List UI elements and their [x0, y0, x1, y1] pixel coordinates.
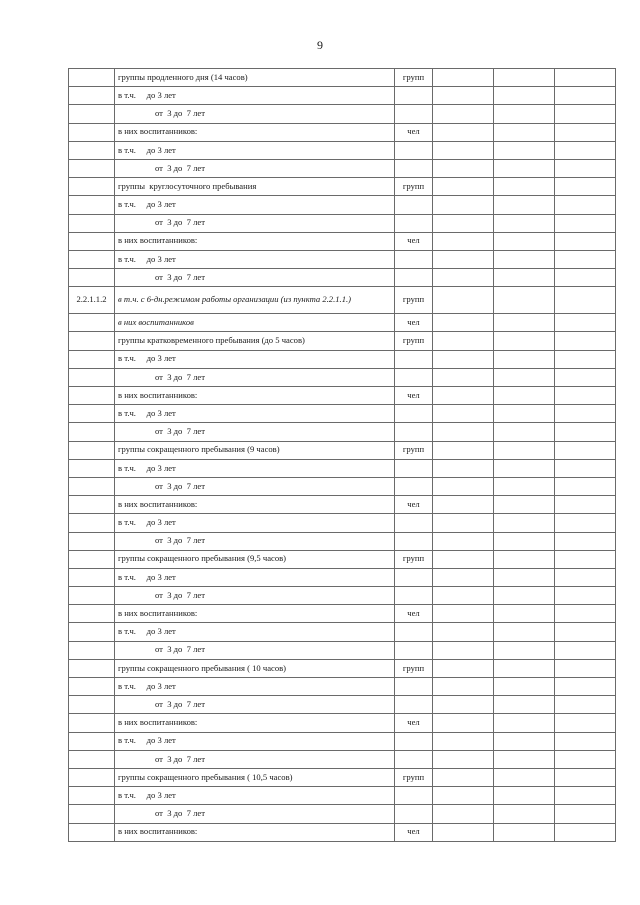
description-cell: в т.ч. до 3 лет	[115, 732, 395, 750]
unit-cell: групп	[395, 659, 433, 677]
value-cell	[494, 459, 555, 477]
unit-cell	[395, 587, 433, 605]
value-cell	[494, 659, 555, 677]
value-cell	[433, 605, 494, 623]
unit-cell	[395, 105, 433, 123]
table-row	[69, 441, 616, 459]
unit-cell	[395, 805, 433, 823]
table-row	[69, 69, 616, 87]
value-cell	[555, 159, 616, 177]
value-cell	[433, 459, 494, 477]
value-cell	[433, 69, 494, 87]
value-cell	[555, 678, 616, 696]
value-cell	[433, 641, 494, 659]
table-row	[69, 714, 616, 732]
description-cell: от 3 до 7 лет	[115, 159, 395, 177]
value-cell	[555, 768, 616, 786]
unit-cell: групп	[395, 768, 433, 786]
value-cell	[555, 269, 616, 287]
value-cell	[494, 823, 555, 841]
value-cell	[555, 214, 616, 232]
value-cell	[555, 641, 616, 659]
value-cell	[555, 696, 616, 714]
row-number-cell	[69, 441, 115, 459]
row-number-cell	[69, 250, 115, 268]
description-cell: в них воспитанников:	[115, 823, 395, 841]
value-cell	[555, 532, 616, 550]
value-cell	[433, 714, 494, 732]
value-cell	[433, 332, 494, 350]
value-cell	[494, 714, 555, 732]
value-cell	[433, 196, 494, 214]
table-row	[69, 87, 616, 105]
value-cell	[555, 659, 616, 677]
value-cell	[555, 550, 616, 568]
value-cell	[494, 387, 555, 405]
row-number-cell	[69, 178, 115, 196]
value-cell	[433, 568, 494, 586]
value-cell	[555, 250, 616, 268]
unit-cell	[395, 405, 433, 423]
table-row	[69, 214, 616, 232]
value-cell	[494, 196, 555, 214]
table-row	[69, 232, 616, 250]
value-cell	[494, 405, 555, 423]
value-cell	[433, 441, 494, 459]
description-cell: группы сокращенного пребывания ( 10 часов)	[115, 659, 395, 677]
description-cell: в них воспитанников:	[115, 496, 395, 514]
value-cell	[433, 287, 494, 314]
value-cell	[433, 214, 494, 232]
table-row	[69, 459, 616, 477]
value-cell	[433, 87, 494, 105]
row-number-cell	[69, 368, 115, 386]
value-cell	[433, 405, 494, 423]
value-cell	[433, 350, 494, 368]
value-cell	[555, 405, 616, 423]
description-cell: в т.ч. до 3 лет	[115, 787, 395, 805]
row-number-cell	[69, 605, 115, 623]
description-cell: в т.ч. до 3 лет	[115, 250, 395, 268]
value-cell	[494, 641, 555, 659]
row-number-cell	[69, 568, 115, 586]
value-cell	[494, 350, 555, 368]
value-cell	[555, 178, 616, 196]
value-cell	[494, 514, 555, 532]
description-cell: в них воспитанников:	[115, 123, 395, 141]
table-row	[69, 250, 616, 268]
unit-cell	[395, 477, 433, 495]
unit-cell	[395, 423, 433, 441]
value-cell	[494, 605, 555, 623]
value-cell	[494, 314, 555, 332]
description-cell: в т.ч. до 3 лет	[115, 678, 395, 696]
description-cell: от 3 до 7 лет	[115, 641, 395, 659]
table-row	[69, 387, 616, 405]
value-cell	[433, 232, 494, 250]
table-row	[69, 332, 616, 350]
description-cell: в них воспитанников:	[115, 605, 395, 623]
value-cell	[433, 768, 494, 786]
unit-cell	[395, 269, 433, 287]
table-row	[69, 368, 616, 386]
value-cell	[555, 423, 616, 441]
table-row	[69, 423, 616, 441]
unit-cell: групп	[395, 441, 433, 459]
description-cell: группы сокращенного пребывания (9,5 часов)	[115, 550, 395, 568]
table-row	[69, 823, 616, 841]
value-cell	[494, 423, 555, 441]
description-cell: от 3 до 7 лет	[115, 750, 395, 768]
table-row	[69, 269, 616, 287]
value-cell	[494, 87, 555, 105]
unit-cell: чел	[395, 232, 433, 250]
value-cell	[494, 550, 555, 568]
value-cell	[433, 250, 494, 268]
unit-cell: групп	[395, 69, 433, 87]
value-cell	[494, 496, 555, 514]
row-number-cell	[69, 232, 115, 250]
unit-cell	[395, 532, 433, 550]
table-row	[69, 514, 616, 532]
page-number: 9	[317, 38, 323, 52]
unit-cell	[395, 732, 433, 750]
row-number-cell	[69, 641, 115, 659]
value-cell	[433, 159, 494, 177]
row-number-cell	[69, 768, 115, 786]
description-cell: в т.ч. до 3 лет	[115, 350, 395, 368]
row-number-cell	[69, 532, 115, 550]
value-cell	[494, 732, 555, 750]
description-cell: группы сокращенного пребывания ( 10,5 часов)	[115, 768, 395, 786]
unit-cell: групп	[395, 178, 433, 196]
value-cell	[433, 732, 494, 750]
row-number-cell	[69, 659, 115, 677]
unit-cell	[395, 196, 433, 214]
value-cell	[433, 105, 494, 123]
value-cell	[494, 214, 555, 232]
table-row	[69, 196, 616, 214]
value-cell	[494, 368, 555, 386]
description-cell: в т.ч. до 3 лет	[115, 141, 395, 159]
value-cell	[555, 350, 616, 368]
table-row	[69, 350, 616, 368]
value-cell	[433, 750, 494, 768]
value-cell	[494, 123, 555, 141]
value-cell	[555, 605, 616, 623]
description-cell: в т.ч. до 3 лет	[115, 459, 395, 477]
table-row	[69, 805, 616, 823]
row-number-cell	[69, 623, 115, 641]
table-row	[69, 659, 616, 677]
row-number-cell	[69, 105, 115, 123]
unit-cell	[395, 368, 433, 386]
row-number-cell	[69, 123, 115, 141]
value-cell	[494, 332, 555, 350]
table-body	[69, 69, 616, 842]
row-number-cell	[69, 550, 115, 568]
row-number-cell	[69, 514, 115, 532]
value-cell	[433, 477, 494, 495]
value-cell	[555, 69, 616, 87]
value-cell	[494, 805, 555, 823]
value-cell	[433, 678, 494, 696]
description-cell: в т.ч. до 3 лет	[115, 568, 395, 586]
value-cell	[494, 269, 555, 287]
table-row	[69, 623, 616, 641]
table-row	[69, 605, 616, 623]
description-cell: от 3 до 7 лет	[115, 269, 395, 287]
value-cell	[433, 532, 494, 550]
value-cell	[555, 459, 616, 477]
value-cell	[555, 232, 616, 250]
unit-cell	[395, 459, 433, 477]
value-cell	[555, 805, 616, 823]
value-cell	[555, 750, 616, 768]
unit-cell	[395, 750, 433, 768]
unit-cell: чел	[395, 605, 433, 623]
table-row	[69, 123, 616, 141]
value-cell	[555, 823, 616, 841]
description-cell: в т.ч. до 3 лет	[115, 196, 395, 214]
description-cell: группы круглосуточного пребывания	[115, 178, 395, 196]
table-row	[69, 750, 616, 768]
table-row	[69, 768, 616, 786]
unit-cell: групп	[395, 550, 433, 568]
value-cell	[494, 623, 555, 641]
value-cell	[555, 87, 616, 105]
unit-cell	[395, 623, 433, 641]
value-cell	[433, 514, 494, 532]
value-cell	[433, 314, 494, 332]
row-number-cell	[69, 750, 115, 768]
value-cell	[433, 787, 494, 805]
description-cell: от 3 до 7 лет	[115, 587, 395, 605]
value-cell	[555, 732, 616, 750]
row-number-cell	[69, 696, 115, 714]
value-cell	[494, 768, 555, 786]
value-cell	[555, 141, 616, 159]
row-number-cell	[69, 459, 115, 477]
description-cell: группы кратковременного пребывания (до 5 часов)	[115, 332, 395, 350]
unit-cell	[395, 696, 433, 714]
value-cell	[433, 496, 494, 514]
table-row	[69, 787, 616, 805]
statistics-table	[68, 68, 616, 842]
description-cell: в них воспитанников:	[115, 387, 395, 405]
unit-cell	[395, 514, 433, 532]
value-cell	[494, 178, 555, 196]
table-row	[69, 178, 616, 196]
value-cell	[433, 805, 494, 823]
value-cell	[433, 123, 494, 141]
row-number-cell	[69, 423, 115, 441]
value-cell	[433, 178, 494, 196]
unit-cell: чел	[395, 387, 433, 405]
unit-cell	[395, 87, 433, 105]
value-cell	[494, 696, 555, 714]
value-cell	[555, 123, 616, 141]
table-row	[69, 732, 616, 750]
value-cell	[494, 568, 555, 586]
row-number-cell	[69, 69, 115, 87]
row-number-cell	[69, 214, 115, 232]
table-row	[69, 532, 616, 550]
row-number-cell	[69, 141, 115, 159]
value-cell	[555, 587, 616, 605]
value-cell	[433, 141, 494, 159]
description-cell: от 3 до 7 лет	[115, 805, 395, 823]
row-number-cell	[69, 496, 115, 514]
table-row	[69, 678, 616, 696]
value-cell	[494, 141, 555, 159]
row-number-cell	[69, 87, 115, 105]
table-row	[69, 550, 616, 568]
table-row	[69, 568, 616, 586]
unit-cell: групп	[395, 287, 433, 314]
value-cell	[555, 496, 616, 514]
row-number-cell	[69, 714, 115, 732]
row-number-cell	[69, 405, 115, 423]
description-cell: группы сокращенного пребывания (9 часов)	[115, 441, 395, 459]
unit-cell	[395, 159, 433, 177]
unit-cell	[395, 250, 433, 268]
unit-cell: чел	[395, 823, 433, 841]
value-cell	[433, 587, 494, 605]
value-cell	[555, 623, 616, 641]
value-cell	[494, 250, 555, 268]
description-cell: в т.ч. с 6-дн.режимом работы организации (из пункта 2.2.1.1.)	[115, 287, 395, 314]
unit-cell	[395, 641, 433, 659]
unit-cell	[395, 214, 433, 232]
description-cell: от 3 до 7 лет	[115, 696, 395, 714]
value-cell	[494, 105, 555, 123]
value-cell	[433, 423, 494, 441]
table-row	[69, 405, 616, 423]
unit-cell: чел	[395, 714, 433, 732]
row-number-cell	[69, 332, 115, 350]
row-number-cell	[69, 587, 115, 605]
value-cell	[555, 196, 616, 214]
value-cell	[555, 287, 616, 314]
table-row	[69, 159, 616, 177]
value-cell	[494, 587, 555, 605]
row-number-cell	[69, 678, 115, 696]
table-row	[69, 105, 616, 123]
row-number-cell	[69, 823, 115, 841]
description-cell: от 3 до 7 лет	[115, 368, 395, 386]
row-number-cell	[69, 805, 115, 823]
row-number-cell	[69, 477, 115, 495]
value-cell	[555, 787, 616, 805]
unit-cell	[395, 787, 433, 805]
description-cell: в них воспитанников:	[115, 714, 395, 732]
value-cell	[494, 787, 555, 805]
value-cell	[555, 477, 616, 495]
table-row	[69, 587, 616, 605]
value-cell	[555, 387, 616, 405]
value-cell	[433, 696, 494, 714]
row-number-cell	[69, 350, 115, 368]
value-cell	[494, 678, 555, 696]
table-row	[69, 141, 616, 159]
row-number-cell: 2.2.1.1.2	[69, 287, 115, 314]
description-cell: в т.ч. до 3 лет	[115, 514, 395, 532]
value-cell	[494, 287, 555, 314]
unit-cell	[395, 678, 433, 696]
row-number-cell	[69, 387, 115, 405]
value-cell	[494, 232, 555, 250]
value-cell	[494, 441, 555, 459]
value-cell	[433, 623, 494, 641]
value-cell	[555, 441, 616, 459]
value-cell	[494, 159, 555, 177]
value-cell	[433, 823, 494, 841]
description-cell: от 3 до 7 лет	[115, 477, 395, 495]
description-cell: в них воспитанников	[115, 314, 395, 332]
value-cell	[494, 69, 555, 87]
value-cell	[555, 514, 616, 532]
value-cell	[433, 368, 494, 386]
row-number-cell	[69, 269, 115, 287]
description-cell: группы продленного дня (14 часов)	[115, 69, 395, 87]
unit-cell: чел	[395, 314, 433, 332]
table-row	[69, 314, 616, 332]
value-cell	[433, 269, 494, 287]
value-cell	[433, 659, 494, 677]
unit-cell	[395, 350, 433, 368]
table-row	[69, 641, 616, 659]
description-cell: от 3 до 7 лет	[115, 214, 395, 232]
description-cell: в т.ч. до 3 лет	[115, 623, 395, 641]
unit-cell: чел	[395, 123, 433, 141]
row-number-cell	[69, 732, 115, 750]
value-cell	[494, 750, 555, 768]
value-cell	[433, 550, 494, 568]
value-cell	[494, 532, 555, 550]
row-number-cell	[69, 314, 115, 332]
table-row	[69, 287, 616, 314]
value-cell	[494, 477, 555, 495]
value-cell	[555, 714, 616, 732]
value-cell	[555, 105, 616, 123]
table-row	[69, 696, 616, 714]
row-number-cell	[69, 196, 115, 214]
description-cell: от 3 до 7 лет	[115, 532, 395, 550]
value-cell	[555, 332, 616, 350]
description-cell: в т.ч. до 3 лет	[115, 405, 395, 423]
unit-cell	[395, 141, 433, 159]
value-cell	[555, 314, 616, 332]
unit-cell: групп	[395, 332, 433, 350]
description-cell: от 3 до 7 лет	[115, 423, 395, 441]
description-cell: в них воспитанников:	[115, 232, 395, 250]
row-number-cell	[69, 787, 115, 805]
value-cell	[555, 568, 616, 586]
value-cell	[555, 368, 616, 386]
table-row	[69, 477, 616, 495]
description-cell: в т.ч. до 3 лет	[115, 87, 395, 105]
value-cell	[433, 387, 494, 405]
unit-cell	[395, 568, 433, 586]
row-number-cell	[69, 159, 115, 177]
description-cell: от 3 до 7 лет	[115, 105, 395, 123]
table-row	[69, 496, 616, 514]
unit-cell: чел	[395, 496, 433, 514]
